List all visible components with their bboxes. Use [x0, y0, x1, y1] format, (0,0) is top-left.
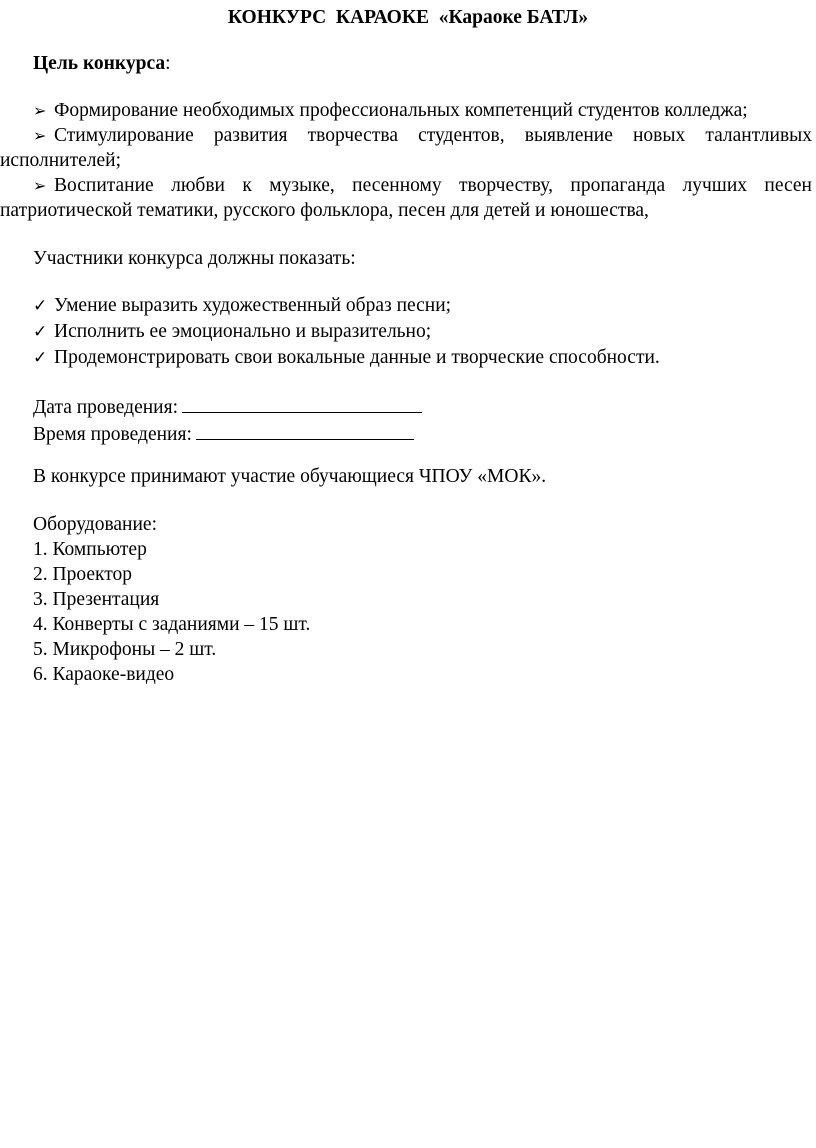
- schedule-section: [33, 393, 813, 447]
- goal-heading: [33, 51, 171, 76]
- checkmark-icon: ✓: [33, 348, 48, 368]
- equipment-item: 3. Презентация: [33, 589, 160, 610]
- goal-heading-colon: :: [165, 53, 171, 74]
- check-item: [33, 319, 813, 345]
- goal-item: [0, 98, 812, 123]
- goal-item: [0, 173, 812, 223]
- equipment-item: 6. Караоке-видео: [33, 664, 175, 685]
- goal-item: [0, 123, 812, 173]
- goal-heading-label: Цель конкурса: [33, 53, 166, 74]
- participants-section: [33, 246, 813, 371]
- participants-heading: Участники конкурса должны показать:: [33, 248, 356, 269]
- participation-section: [33, 464, 813, 489]
- arrowhead-bullet-icon: ➢: [33, 176, 47, 195]
- arrowhead-bullet-icon: ➢: [33, 126, 47, 145]
- check-item-text: Исполнить ее эмоционально и выразительно;: [54, 321, 432, 342]
- time-blank-line: [196, 420, 414, 440]
- goal-item-text: Стимулирование развития творчества студентов, выявление новых талантливых исполнителей;: [0, 125, 812, 171]
- check-item: [33, 293, 813, 319]
- goal-item-text: Воспитание любви к музыке, песенному творчеству, пропаганда лучших песен патриотической тематики, русского фольклора, песен для детей и юношества,: [0, 175, 812, 221]
- time-row: [33, 420, 813, 447]
- date-label: Дата проведения:: [33, 397, 179, 418]
- equipment-heading: Оборудование:: [33, 514, 157, 535]
- participation-text: В конкурсе принимают участие обучающиеся ЧПОУ «МОК».: [33, 466, 547, 487]
- document-title: КОНКУРС КАРАОКЕ «Караоке БАТЛ»: [227, 7, 589, 28]
- goal-item-text: Формирование необходимых профессиональных компетенций студентов колледжа;: [54, 100, 748, 121]
- date-blank-line: [182, 393, 422, 413]
- checkmark-icon: ✓: [33, 322, 48, 342]
- check-item: [33, 345, 813, 371]
- checkmark-icon: ✓: [33, 296, 48, 316]
- time-label: Время проведения:: [33, 424, 192, 445]
- date-row: [33, 393, 813, 420]
- equipment-item: 4. Конверты с заданиями – 15 шт.: [33, 614, 311, 635]
- arrowhead-bullet-icon: ➢: [33, 101, 47, 120]
- equipment-section: [33, 512, 813, 687]
- equipment-item: 2. Проектор: [33, 564, 132, 585]
- check-item-text: Умение выразить художественный образ песни;: [54, 295, 452, 316]
- equipment-item: 1. Компьютер: [33, 539, 147, 560]
- check-item-text: Продемонстрировать свои вокальные данные и творческие способности.: [54, 347, 660, 368]
- equipment-item: 5. Микрофоны – 2 шт.: [33, 639, 217, 660]
- goal-list: [0, 98, 812, 223]
